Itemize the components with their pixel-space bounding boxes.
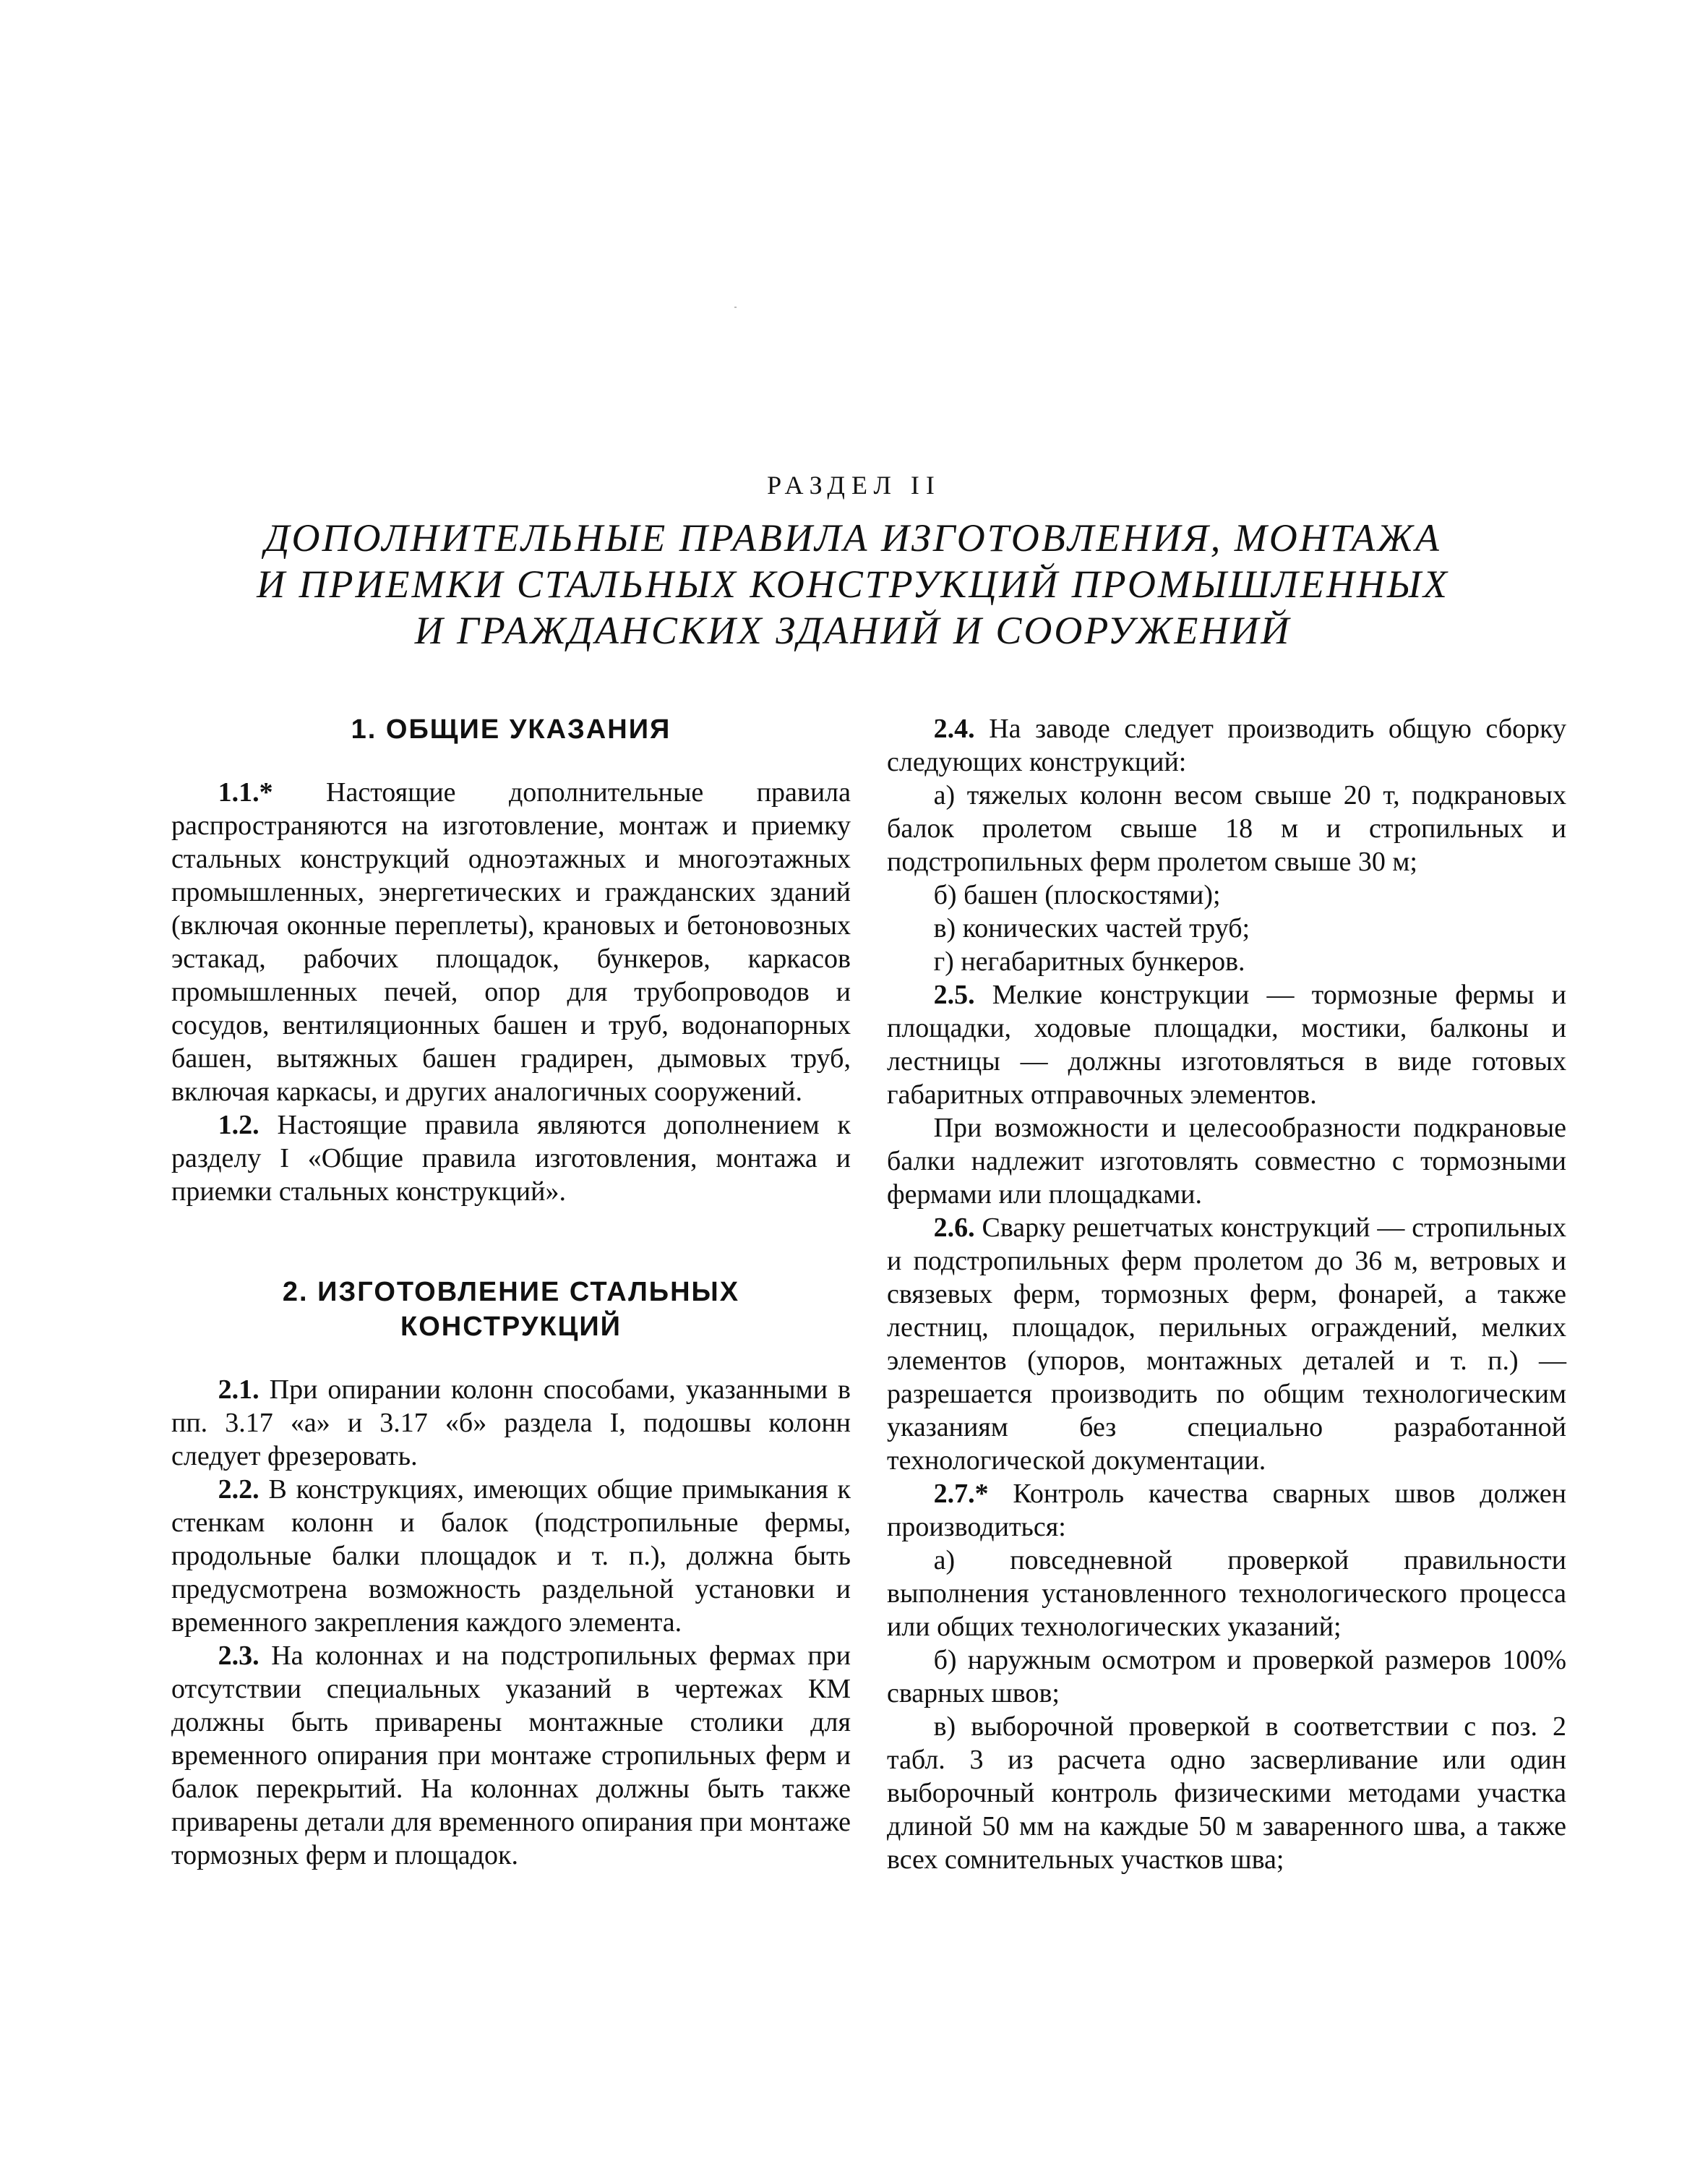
paragraph-number: 2.4. [933,714,975,744]
list-item: в) конических частей труб; [933,913,1250,944]
paragraph-text: На заводе следует производить общую сборку следующих конструкций: [887,714,1567,777]
list-item: а) тяжелых колонн весом свыше 20 т, подкрановых балок пролетом свыше 18 м и стропильных и подстропильных ферм пролетом свыше 30 м; [887,780,1566,877]
title-line: И ПРИЕМКИ СТАЛЬНЫХ КОНСТРУКЦИЙ ПРОМЫШЛЕННЫХ [257,563,1449,606]
heading-line: КОНСТРУКЦИЙ [400,1312,622,1342]
paragraph-number: 2.5. [933,980,975,1010]
paragraph-number: 2.7.* [933,1479,989,1509]
paragraph-text: Мелкие конструкции — тормозные фермы и площадки, ходовые площадки, мостики, балконы и лестницы — должны изготовляться в виде готовых габаритных отправочных элементов. [887,980,1567,1110]
paragraph-2-7 [887,1477,1566,1544]
list-item: г) негабаритных бункеров. [933,946,1245,977]
paragraph-number: 2.1. [218,1374,259,1405]
paragraph-text: На колоннах и на подстропильных фермах при отсутствии специальных указаний в чертежах КМ должны быть приварены монтажные столики для временного опирания при монтаже стропильных ферм и балок перекрытий. На колоннах должны быть также приварены детали для временного опирания при монтаже тормозных ферм и площадок. [171,1641,851,1870]
heading-line: 2. ИЗГОТОВЛЕНИЕ СТАЛЬНЫХ [282,1277,740,1307]
paragraph-text: Настоящие дополнительные правила распространяются на изготовление, монтаж и приемку стальных конструкций одноэтажных и многоэтажных промышленных, энергетических и гражданских зданий (включая оконные переплеты), крановых и бетоновозных эстакад, рабочих площадок, бункеров, каркасов промышленных печей, опор для трубопроводов и сосудов, вентиляционных башен и труб, водонапорных башен, вытяжных башен градирен, дымовых труб, включая каркасы, и других аналогичных сооружений. [171,777,851,1107]
paragraph-number: 2.3. [218,1641,259,1671]
paragraph-number: 1.2. [218,1110,259,1140]
paragraph-2-1 [171,1373,851,1473]
right-column [887,712,1566,1876]
paragraph-2-5 [887,978,1566,1111]
paragraph-text: Контроль качества сварных швов должен производиться: [887,1479,1566,1542]
heading-general: 1. ОБЩИЕ УКАЗАНИЯ [351,714,671,745]
paragraph-number: 1.1.* [218,777,273,808]
paragraph-2-5-extra: При возможности и целесообразности подкрановые балки надлежит изготовлять совместно с тормозными фермами или площадками. [887,1113,1566,1210]
paragraph-number: 2.6. [933,1212,975,1243]
paragraph-2-2 [171,1473,851,1639]
paragraph-2-4 [887,712,1566,779]
left-column [171,712,851,1872]
list-item: а) повседневной проверкой правильности выполнения установленного технологического процесса или общих технологических указаний; [887,1545,1566,1642]
paragraph-2-3 [171,1639,851,1872]
paragraph-2-6 [887,1211,1566,1477]
paragraph-text: При опирании колонн способами, указанными в пп. 3.17 «а» и 3.17 «б» раздела I, подошвы колонн следует фрезеровать. [171,1374,851,1471]
paragraph-1-1 [171,776,851,1108]
title-line: И ГРАЖДАНСКИХ ЗДАНИЙ И СООРУЖЕНИЙ [414,609,1292,652]
paragraph-text: В конструкциях, имеющих общие примыкания к стенкам колонн и балок (подстропильные фермы, продольные балки площадок и т. п.), должна быть предусмотрена возможность раздельной установки и временного закрепления каждого элемента. [171,1474,851,1638]
paragraph-text: Настоящие правила являются дополнением к разделу I «Общие правила изготовления, монтажа и приемки стальных конструкций». [171,1110,851,1207]
title-line: ДОПОЛНИТЕЛЬНЫЕ ПРАВИЛА ИЗГОТОВЛЕНИЯ, МОНТАЖА [265,516,1441,560]
paragraph-text: Сварку решетчатых конструкций — стропильных и подстропильных ферм пролетом до 36 м, ветровых и связевых ферм, тормозных ферм, фонарей, а также лестниц, площадок, перильных ограждений, мелких элементов (упоров, монтажных деталей и т. п.) — разрешается производить по общим технологическим указаниям без специально разработанной технологической документации. [887,1212,1567,1476]
list-item: б) башен (плоскостями); [933,880,1221,910]
heading-manufacturing [171,1275,851,1344]
paragraph-number: 2.2. [218,1474,259,1505]
section-label: РАЗДЕЛ II [767,471,941,500]
list-item: в) выборочной проверкой в соответствии с поз. 2 табл. 3 из расчета одно засверливание или один выборочный контроль физическими методами участка длиной 50 мм на каждые 50 м заваренного шва, а также всех сомнительных участков шва; [887,1711,1566,1875]
paragraph-1-2 [171,1108,851,1208]
scan-speck [734,307,737,308]
section-title [166,515,1540,654]
list-item: б) наружным осмотром и проверкой размеров 100% сварных швов; [887,1645,1566,1708]
